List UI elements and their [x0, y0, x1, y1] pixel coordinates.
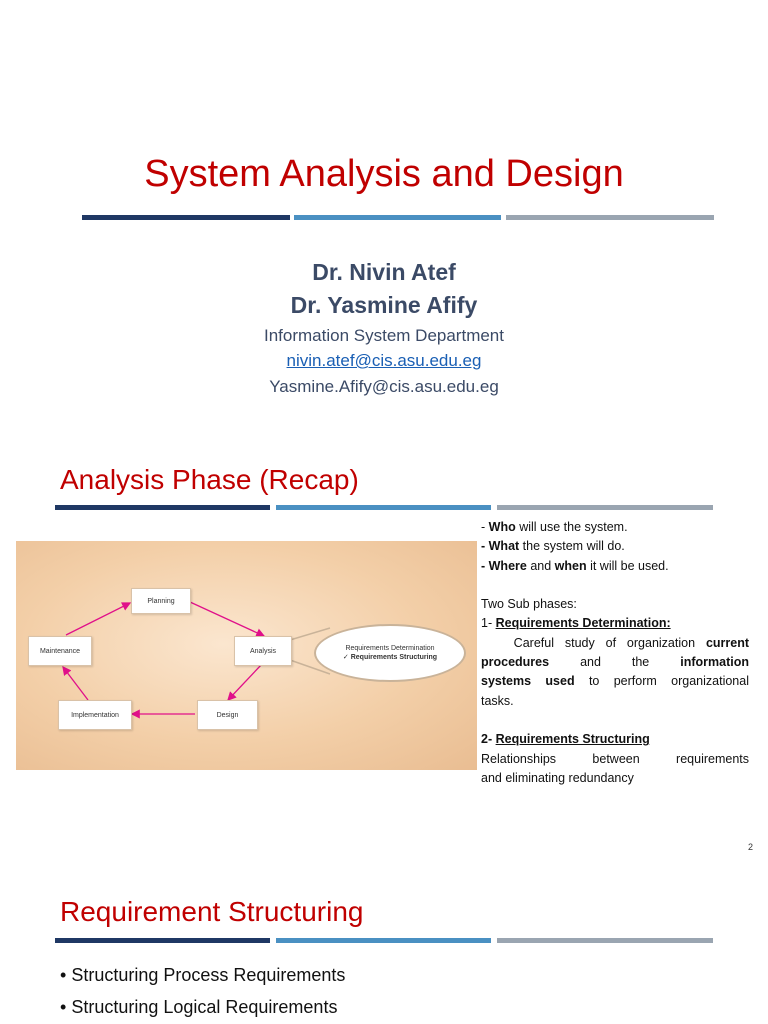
slide3-divider-dark: [55, 938, 270, 943]
analysis-subphase-bubble: [314, 624, 466, 682]
email-text-2: Yasmine.Afify@cis.asu.edu.eg: [269, 377, 499, 396]
bubble-line-determination: Requirements Determination: [345, 645, 435, 652]
slide3-divider-light: [497, 938, 713, 943]
note-what: - What the system will do.: [481, 539, 625, 554]
bullet-item: • Structuring Process Requirements: [60, 965, 346, 985]
cycle-box-planning: Planning: [131, 588, 191, 614]
slide3-title: Requirement Structuring: [60, 896, 364, 927]
arrow-maintenance-to-planning: [66, 603, 130, 635]
note-rd-line1: Careful study of organization current: [513, 635, 750, 650]
department-name: Information System Department: [264, 326, 504, 345]
note-rs-line1: Relationships between requirements: [481, 751, 749, 766]
note-who: - Who will use the system.: [481, 520, 628, 534]
note-rd-line4: tasks.: [481, 693, 514, 708]
arrow-planning-to-analysis: [190, 602, 264, 636]
note-sub-phases: Two Sub phases:: [481, 597, 577, 612]
arrow-implementation-to-maintenance: [63, 667, 88, 700]
page-number: 2: [748, 842, 754, 852]
note-rd-heading: 1- Requirements Determination:: [481, 616, 671, 631]
author-name-2: Dr. Yasmine Afify: [290, 292, 478, 318]
note-rd-line3: systems used to perform organizational: [481, 674, 749, 689]
cycle-box-maintenance: Maintenance: [28, 636, 92, 666]
note-where: - Where and when it will be used.: [481, 558, 669, 573]
bullet-item: • Structuring Logical Requirements: [60, 997, 338, 1017]
note-rs-heading: 2- Requirements Structuring: [481, 732, 650, 747]
note-rs-line2: and eliminating redundancy: [481, 770, 634, 785]
note-rd-line2: procedures and the information: [481, 655, 749, 670]
author-name-1: Dr. Nivin Atef: [312, 259, 456, 285]
slide2-title: Analysis Phase (Recap): [60, 464, 359, 495]
bubble-line-structuring: ✓ Requirements Structuring: [342, 654, 438, 661]
cycle-box-design: Design: [197, 700, 258, 730]
slide3-divider-mid: [276, 938, 491, 943]
arrow-analysis-to-design: [228, 664, 262, 700]
analysis-notes: [481, 518, 749, 788]
cycle-box-implementation: Implementation: [58, 700, 132, 730]
slide1-title: System Analysis and Design: [144, 153, 624, 195]
email-link-1[interactable]: nivin.atef@cis.asu.edu.eg: [286, 351, 482, 370]
cycle-box-analysis: Analysis: [234, 636, 292, 666]
